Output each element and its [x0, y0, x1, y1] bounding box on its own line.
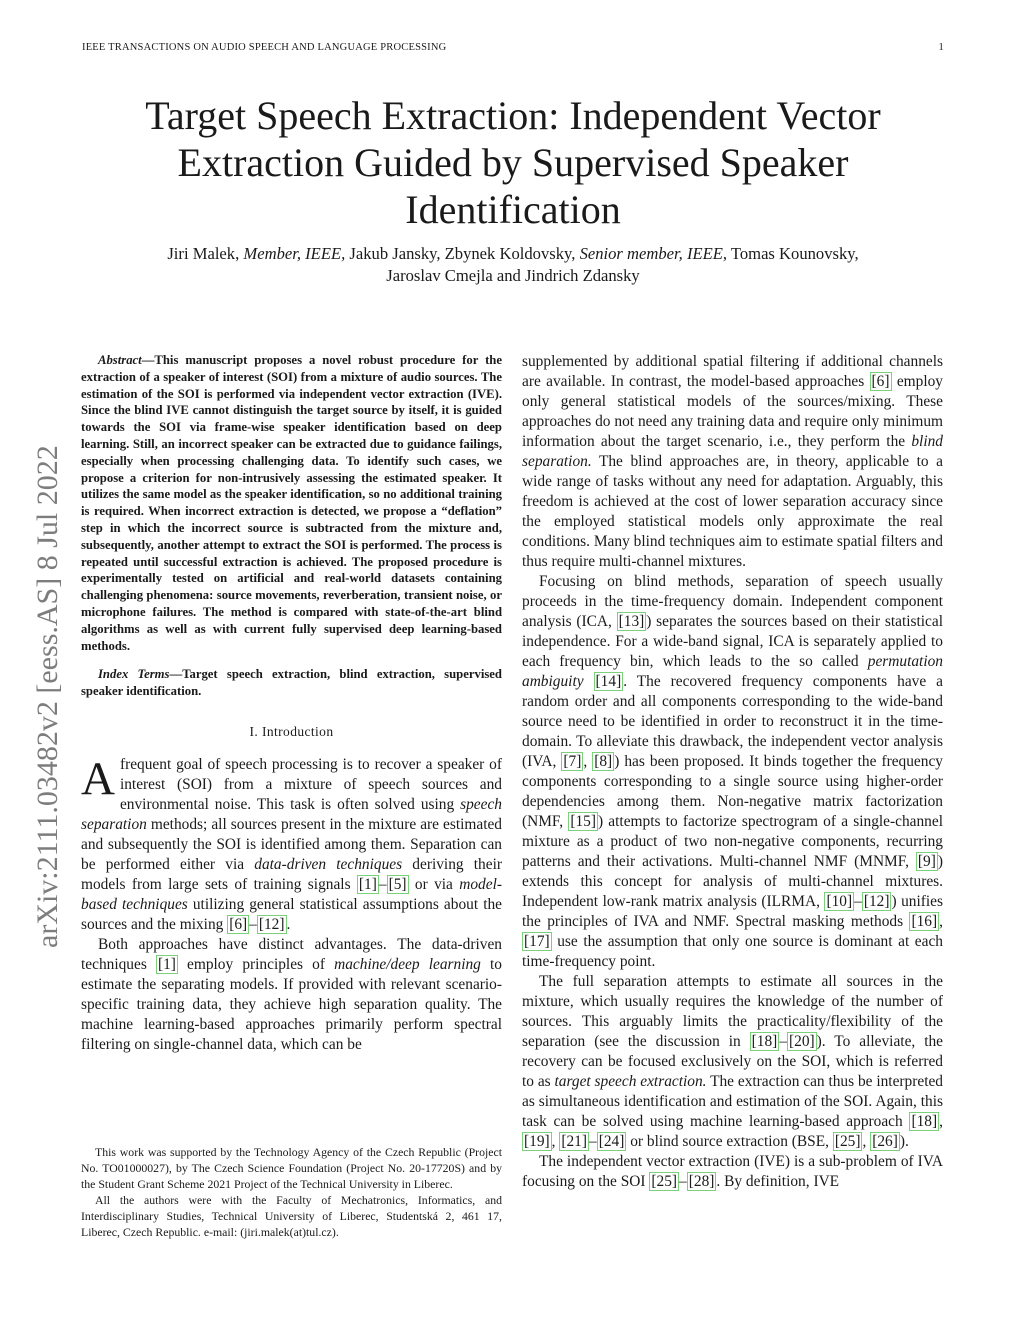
author-role: Senior member, IEEE: [579, 244, 723, 263]
citation-link[interactable]: [21]: [561, 1133, 588, 1150]
author-line: [82, 243, 944, 265]
author-name: Jakub Jansky, Zbynek Koldovsky,: [349, 244, 576, 263]
citation-link[interactable]: [6]: [871, 373, 890, 390]
body-paragraph: The independent vector extraction (IVE) is a sub-problem of IVA focusing on the SOI [25] – [28] . By definition, IVE: [522, 1153, 943, 1190]
author-role: Member, IEEE,: [243, 244, 346, 263]
body-paragraph: Both approaches have distinct advantages. The data-driven techniques [1] employ principles of machine/deep learning to estimate the separating models. If provided with relevant scenario-specific training data, they achieve high separation quality. The machine learning-based approaches primarily perform spectral filtering on single-channel data, which can be: [81, 935, 502, 1053]
citation-link[interactable]: [25]: [834, 1133, 861, 1150]
citation-link[interactable]: [16]: [911, 913, 938, 930]
citation-link[interactable]: [7]: [563, 753, 582, 770]
intro-paragraph: Afrequent goal of speech processing is to recover a speaker of interest (SOI) from a mixture of speech sources and environmental noise. This task is often solved using speech separation methods; all sources present in the mixture are estimated and subsequently the SOI is identified among them. Separation can be performed either via data-driven techniques deriving their models from large sets of training signals [1] – [5] or via model-based techniques utilizing general statistical assumptions about the sources and the mixing [6] – [12] .: [81, 752, 502, 933]
journal-name: IEEE TRANSACTIONS ON AUDIO SPEECH AND LANGUAGE PROCESSING: [82, 42, 447, 53]
citation-link[interactable]: [24]: [598, 1133, 625, 1150]
footnote-funding: This work was supported by the Technology Agency of the Czech Republic (Project No. TO01000027), by The Czech Science Foundation (Project No. 20-17720S) and by the Student Grant Scheme 2021 Project of the Technical University in Liberec.: [81, 1145, 502, 1191]
footnote-affiliation: All the authors were with the Faculty of Mechatronics, Informatics, and Interdisciplinary Studies, Technical University of Liberec, Studentská 2, 461 17, Liberec, Czech Republic. e-mail: (jiri.malek(at)tul.cz).: [81, 1193, 502, 1239]
citation-link[interactable]: [13]: [618, 613, 645, 630]
footnotes: [81, 1144, 502, 1240]
title-line: Extraction Guided by Supervised Speaker: [177, 140, 849, 185]
citation-link[interactable]: [15]: [570, 813, 596, 830]
citation-link[interactable]: [25]: [651, 1173, 678, 1190]
citation-link[interactable]: [5]: [388, 875, 407, 893]
citation-link[interactable]: [26]: [872, 1133, 898, 1150]
citation-link[interactable]: [1]: [358, 875, 377, 893]
page-number: 1: [938, 42, 944, 53]
citation-link[interactable]: [12]: [863, 893, 890, 910]
abstract: [81, 352, 502, 654]
author-list: [82, 243, 944, 287]
arxiv-identifier-stamp[interactable]: arXiv:2111.03482v2 [eess.AS] 8 Jul 2022: [31, 445, 64, 948]
index-terms-label: Index Terms: [98, 667, 170, 682]
citation-link[interactable]: [19]: [524, 1133, 550, 1150]
body-paragraph: The full separation attempts to estimate all sources in the mixture, which usually requires the knowledge of the number of sources. This arguably limits the practicality/flexibility of the separation (see the discussion in [18] – [20] ). To alleviate, the recovery can be focused exclusively on the SOI, which is referred to as target speech extraction. The extraction can thus be interpreted as simultaneous identification and estimation of the SOI. Again, this task can be solved using machine learning-based approach [18] , [19] , [21] – [24] or blind source extraction (BSE, [25] , [26] ).: [522, 973, 943, 1150]
citation-link[interactable]: [20]: [789, 1033, 815, 1050]
citation-link[interactable]: [28]: [688, 1173, 715, 1190]
citation-link[interactable]: [18]: [911, 1113, 938, 1130]
abstract-text: —This manuscript proposes a novel robust procedure for the extraction of a speaker of interest (SOI) from a mixture of audio sources. The estimation of the SOI is performed via independent vector extraction (IVE). Since the blind IVE cannot distinguish the target source by itself, it is guided towards the SOI via frame-wise speaker identification based on deep learning. Still, an incorrect speaker can be extracted due to guidance failings, especially when processing challenging data. To identify such cases, we propose a criterion for non-intrusively assessing the estimated speaker. It utilizes the same model as the speaker identification, so no additional training is required. When incorrect extraction is detected, we propose a “deflation” step in which the incorrect source is subtracted from the mixture and, subsequently, another attempt to extract the SOI is performed. The process is repeated until successful extraction is achieved. The proposed procedure is experimentally tested on artificial and real-world datasets containing challenging phenomena: source movements, reverberation, transient noise, or microphone failures. The method is compared with state-of-the-art blind algorithms as well as with current fully supervised deep learning-based methods.: [81, 353, 502, 653]
left-column: [81, 352, 502, 1055]
citation-link[interactable]: [9]: [917, 853, 936, 870]
title-line: Target Speech Extraction: Independent Vector: [145, 93, 881, 138]
index-terms-text: —Target speech extraction, blind extraction, supervised speaker identification.: [81, 667, 502, 699]
body-paragraph: supplemented by additional spatial filtering if additional channels are available. In contrast, the model-based approaches [6] employ only general statistical models of the sources/mixing. These approaches do not need any training data and require only minimum information about the target scenario, i.e., they perform the blind separation. The blind approaches are, in theory, applicable to a wide range of tasks without any need for adaptation. Arguably, this freedom is achieved at the cost of lower separation accuracy since the employed statistical models only approximate the real conditions. Many blind techniques aim to estimate spatial filters and thus require multi-channel mixtures.: [522, 353, 943, 570]
citation-link[interactable]: [12]: [258, 915, 285, 933]
citation-link[interactable]: [14]: [595, 673, 622, 690]
citation-link[interactable]: [10]: [826, 893, 853, 910]
citation-link[interactable]: [8]: [594, 753, 613, 770]
citation-link[interactable]: [6]: [229, 915, 248, 933]
right-column: [522, 352, 943, 1192]
author-line: Jaroslav Cmejla and Jindrich Zdansky: [386, 266, 640, 285]
citation-link[interactable]: [1]: [157, 955, 176, 973]
abstract-label: Abstract: [98, 353, 142, 367]
body-paragraph: Focusing on blind methods, separation of speech usually proceeds in the time-frequency domain. Independent component analysis (ICA, [13] ) separates the sources based on their statistical independence. For a wide-band signal, ICA is separately applied to each frequency bin, which leads to the so called permutation ambiguity [14] . The recovered frequency components have a random order and all components corresponding to the wide-band source need to be identified in order to reconstruct it in the time-domain. To alleviate this drawback, the independent vector analysis (IVA, [7] , [8] ) has been proposed. It binds together the frequency components corresponding to a single source using higher-order dependencies among them. Non-negative matrix factorization (NMF, [15] ) attempts to factorize spectrogram of a single-channel mixture as a product of two non-negative components, recurring patterns and their activations. Multi-channel NMF (MNMF, [9] ) extends this concept for analysis of multi-channel mixtures. Independent low-rank matrix analysis (ILRMA, [10] – [12] ) unifies the principles of IVA and NMF. Spectral masking methods [16] , [17] use the assumption that only one source is dominant at each time-frequency point.: [522, 573, 943, 970]
author-name: , Tomas Kounovsky,: [722, 244, 859, 263]
citation-link[interactable]: [18]: [751, 1033, 778, 1050]
paper-title: [82, 92, 944, 233]
citation-link[interactable]: [17]: [524, 933, 550, 950]
drop-cap: A: [81, 752, 115, 805]
section-heading: I. Introduction: [249, 723, 334, 739]
author-name: Jiri Malek,: [167, 244, 240, 263]
title-line: Identification: [405, 187, 621, 232]
index-terms: [81, 666, 502, 700]
